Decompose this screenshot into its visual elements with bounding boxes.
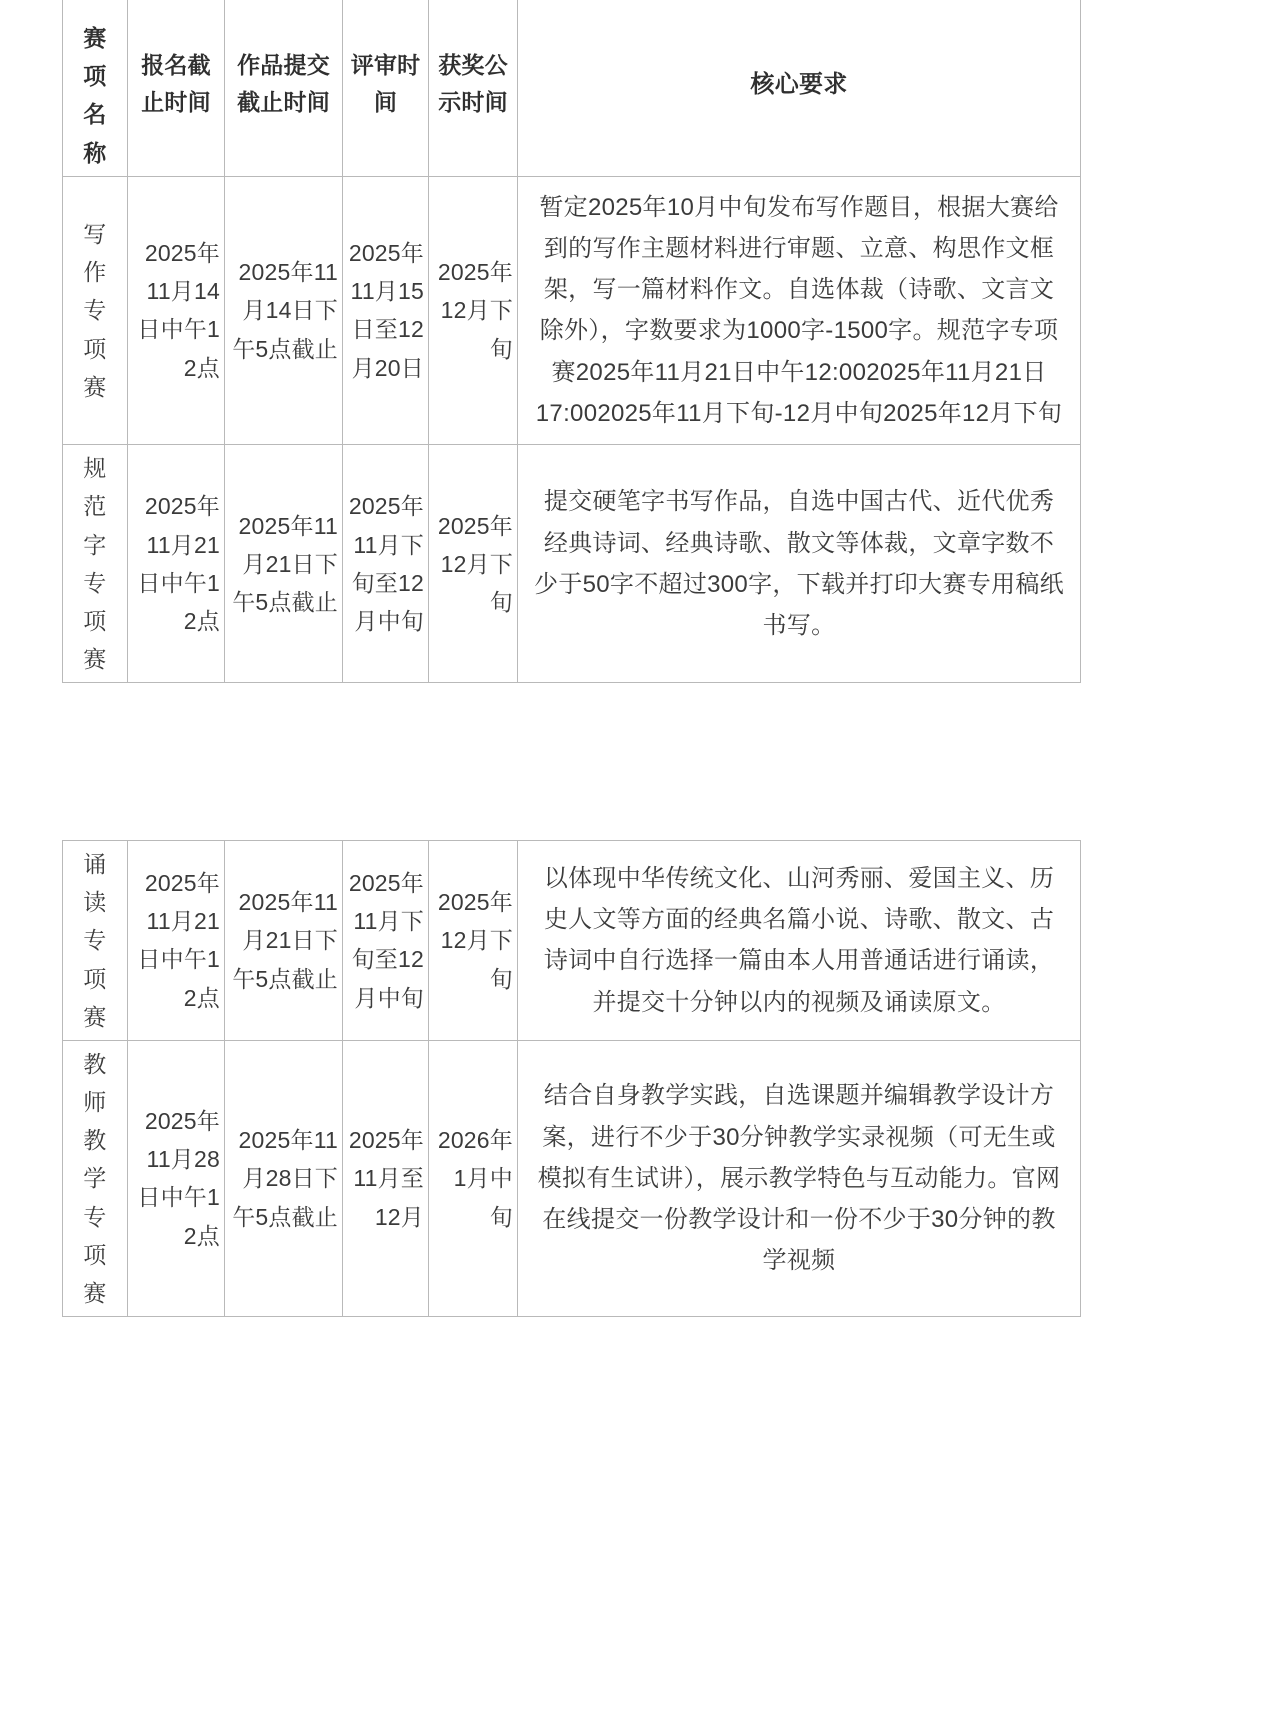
cell-review-time: 2025年11月下旬至12月中旬 — [348, 493, 424, 634]
cell-core-requirement: 结合自身教学实践，自选课题并编辑教学设计方案，进行不少于30分钟教学实录视频（可无生或模拟有生试讲），展示教学特色与互动能力。官网在线提交一份教学设计和一份不少于30分钟的教学视频 — [537, 1082, 1061, 1275]
cell-submission-deadline: 2025年11月14日下午5点截止 — [232, 259, 338, 362]
schedule-table-continued — [62, 840, 1081, 1317]
cell-review-time: 2025年11月下旬至12月中旬 — [348, 870, 424, 1011]
header-review-time: 评审时间 — [350, 52, 421, 116]
cell-submission-deadline: 2025年11月28日下午5点截止 — [232, 1127, 338, 1230]
table-header-row — [63, 0, 1081, 176]
cell-registration-deadline: 2025年11月21日中午12点 — [137, 493, 220, 634]
table-row — [63, 1040, 1081, 1316]
cell-core-requirement: 提交硬笔字书写作品，自选中国古代、近代优秀经典诗词、经典诗歌、散文等体裁，文章字数不少于50字不超过300字，下载并打印大赛专用稿纸书写。 — [534, 488, 1064, 640]
schedule-table-part-1 — [62, 0, 1080, 683]
cell-submission-deadline: 2025年11月21日下午5点截止 — [232, 512, 338, 615]
cell-review-time: 2025年11月至12月 — [348, 1127, 424, 1230]
cell-award-announcement: 2025年12月下旬 — [437, 512, 513, 615]
cell-submission-deadline: 2025年11月21日下午5点截止 — [232, 889, 338, 992]
cell-review-time: 2025年11月15日至12月20日 — [348, 240, 424, 381]
cell-competition-name: 教师教学专项赛 — [83, 1050, 107, 1306]
cell-award-announcement: 2025年12月下旬 — [437, 889, 513, 992]
header-core-requirement: 核心要求 — [750, 70, 848, 98]
cell-competition-name: 规范字专项赛 — [83, 455, 107, 673]
table-row — [63, 445, 1081, 683]
header-registration-deadline: 报名截止时间 — [141, 52, 211, 116]
table-row — [63, 176, 1081, 445]
table-row — [63, 841, 1081, 1041]
schedule-table-part-2 — [62, 840, 1080, 1317]
header-submission-deadline: 作品提交截止时间 — [237, 52, 330, 116]
cell-core-requirement: 暂定2025年10月中旬发布写作题目，根据大赛给到的写作主题材料进行审题、立意、构思作文框架，写一篇材料作文。自选体裁（诗歌、文言文除外），字数要求为1000字-1500字。规范字专项赛2025年11月21日中午12:002025年11月21日17:002025年11月下旬-12月中旬2025年12月下旬 — [535, 193, 1063, 428]
cell-registration-deadline: 2025年11月28日中午12点 — [137, 1108, 220, 1249]
cell-competition-name: 写作专项赛 — [83, 221, 107, 400]
cell-core-requirement: 以体现中华传统文化、山河秀丽、爱国主义、历史人文等方面的经典名篇小说、诗歌、散文、古诗词中自行选择一篇由本人用普通话进行诵读，并提交十分钟以内的视频及诵读原文。 — [543, 864, 1055, 1016]
cell-competition-name: 诵读专项赛 — [83, 851, 107, 1030]
header-competition-name: 赛项名称 — [83, 25, 107, 166]
header-award-announcement: 获奖公示时间 — [438, 52, 508, 116]
cell-award-announcement: 2026年1月中旬 — [437, 1127, 513, 1230]
cell-registration-deadline: 2025年11月21日中午12点 — [137, 870, 220, 1011]
cell-award-announcement: 2025年12月下旬 — [437, 259, 513, 362]
cell-registration-deadline: 2025年11月14日中午12点 — [137, 240, 220, 381]
schedule-table — [62, 0, 1081, 683]
